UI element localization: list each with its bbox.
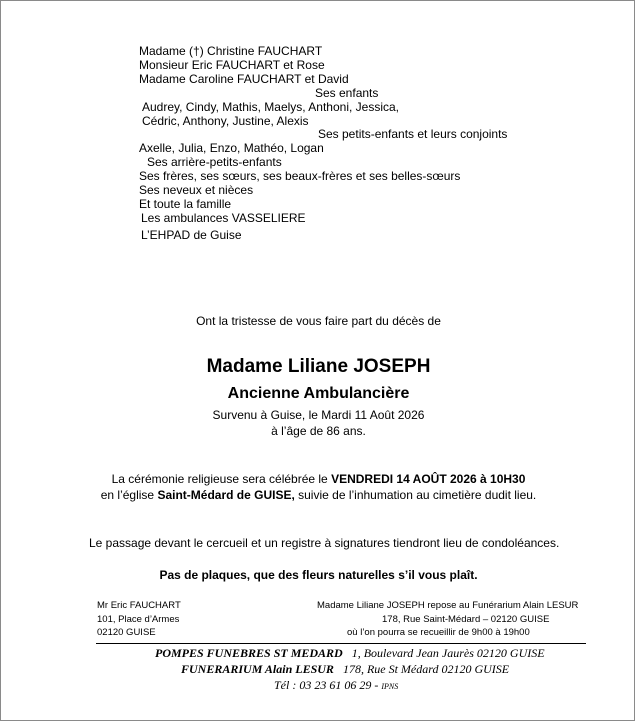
pf-name: POMPES FUNEBRES ST MEDARD bbox=[155, 646, 343, 660]
family-line: Monsieur Eric FAUCHART et Rose bbox=[139, 58, 325, 72]
ceremony-church: Saint-Médard de GUISE, bbox=[157, 488, 295, 502]
family-section-label: Ses arrière-petits-enfants bbox=[147, 155, 282, 169]
flowers-note: Pas de plaques, que des fleurs naturelles s’il vous plaît. bbox=[159, 568, 478, 582]
footer-funerarium-line bbox=[181, 662, 509, 677]
family-line: Et toute la famille bbox=[139, 197, 232, 211]
family-section-label: Ses petits-enfants et leurs conjoints bbox=[318, 127, 508, 141]
contact-name: Mr Eric FAUCHART bbox=[97, 600, 181, 611]
death-date: Survenu à Guise, le Mardi 11 Août 2026 bbox=[212, 408, 425, 422]
rest-line-2: 178, Rue Saint-Médard – 02120 GUISE bbox=[382, 614, 550, 625]
ceremony-text: suivie de l’inhumation au cimetière dudit lieu. bbox=[294, 488, 537, 502]
ceremony-text: en l’église bbox=[100, 488, 158, 502]
funerarium-address: 178, Rue St Médard 02120 GUISE bbox=[342, 662, 510, 676]
contact-city: 02120 GUISE bbox=[97, 627, 156, 638]
ceremony-line-1 bbox=[1, 472, 636, 486]
phone-number: Tél : 03 23 61 06 29 - bbox=[274, 678, 379, 692]
footer-pf-line bbox=[155, 646, 545, 661]
family-line: Madame (†) Christine FAUCHART bbox=[139, 44, 323, 58]
family-section-label: Ses enfants bbox=[315, 86, 379, 100]
contact-address: 101, Place d’Armes bbox=[97, 614, 180, 625]
ceremony-text: La cérémonie religieuse sera célébrée le bbox=[111, 472, 332, 486]
family-line: Les ambulances VASSELIERE bbox=[141, 211, 306, 225]
pf-address: 1, Boulevard Jean Jaurès 02120 GUISE bbox=[351, 646, 545, 660]
rest-line-3: où l’on pourra se recueillir de 9h00 à 19h00 bbox=[347, 627, 530, 638]
family-line: Ses frères, ses sœurs, ses beaux-frères et ses belles-sœurs bbox=[139, 169, 461, 183]
rest-line-1: Madame Liliane JOSEPH repose au Funérarium Alain LESUR bbox=[317, 600, 579, 611]
family-line: Axelle, Julia, Enzo, Mathéo, Logan bbox=[139, 141, 324, 155]
footer-phone-line bbox=[274, 678, 398, 693]
footer-divider bbox=[96, 643, 586, 644]
condolences-note: Le passage devant le cercueil et un registre à signatures tiendront lieu de condoléances. bbox=[89, 536, 560, 550]
family-line: L’EHPAD de Guise bbox=[141, 228, 242, 242]
family-line: Madame Caroline FAUCHART et David bbox=[139, 72, 349, 86]
family-line: Audrey, Cindy, Mathis, Maelys, Anthoni, Jessica, bbox=[142, 100, 399, 114]
family-line: Cédric, Anthony, Justine, Alexis bbox=[142, 114, 309, 128]
ceremony-line-2 bbox=[1, 488, 636, 502]
family-line: Ses neveux et nièces bbox=[139, 183, 254, 197]
ipns-tag: IPNS bbox=[381, 682, 399, 691]
announcement-intro: Ont la tristesse de vous faire part du décès de bbox=[196, 314, 441, 328]
funerarium-name: FUNERARIUM Alain LESUR bbox=[181, 662, 334, 676]
deceased-name: Madame Liliane JOSEPH bbox=[206, 356, 431, 377]
death-age: à l’âge de 86 ans. bbox=[271, 424, 366, 438]
ceremony-date: VENDREDI 14 AOÛT 2026 à 10H30 bbox=[331, 472, 526, 486]
deceased-title: Ancienne Ambulancière bbox=[227, 385, 410, 402]
